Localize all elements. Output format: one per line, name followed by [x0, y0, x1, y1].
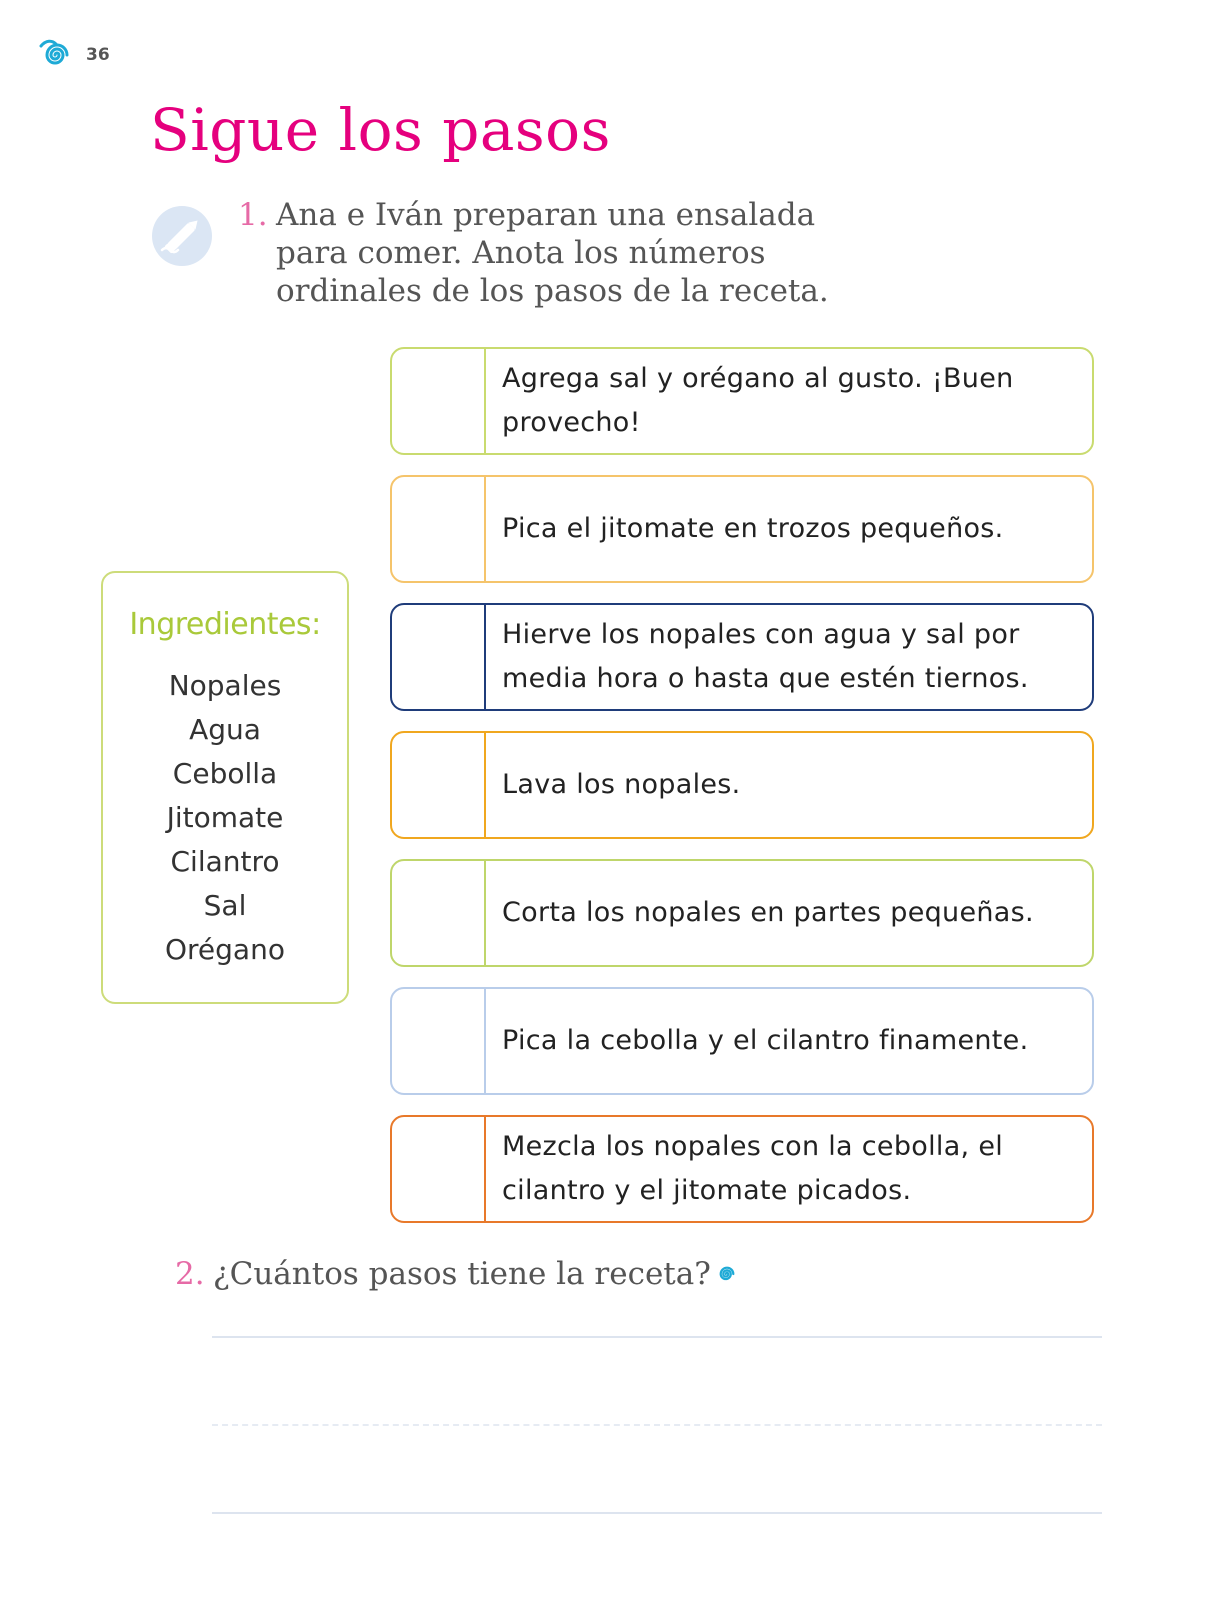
question-1-number: 1. — [238, 197, 268, 233]
ordinal-answer-box[interactable] — [392, 733, 486, 837]
spiral-icon — [715, 1263, 739, 1285]
recipe-step — [390, 1115, 1094, 1223]
ingredient-item: Agua — [189, 713, 261, 746]
spiral-icon — [38, 38, 76, 72]
ordinal-answer-box[interactable] — [392, 989, 486, 1093]
recipe-step — [390, 731, 1094, 839]
ingredient-item: Cebolla — [172, 757, 278, 790]
ordinal-answer-box[interactable] — [392, 861, 486, 965]
recipe-step — [390, 347, 1094, 455]
ingredient-item: Nopales — [168, 669, 282, 702]
answer-line-guide — [212, 1424, 1102, 1426]
ingredients-card — [101, 571, 349, 1004]
step-text: Pica la cebolla y el cilantro finamente. — [502, 1025, 1029, 1056]
ingredients-list — [103, 664, 347, 972]
page-number: 36 — [86, 45, 110, 65]
step-text: Pica el jitomate en trozos pequeños. — [502, 513, 1004, 544]
ingredient-item: Sal — [203, 889, 247, 922]
ordinal-answer-box[interactable] — [392, 477, 486, 581]
question-2 — [175, 1256, 739, 1292]
ordinal-answer-box[interactable] — [392, 605, 486, 709]
recipe-step — [390, 475, 1094, 583]
answer-line[interactable] — [212, 1512, 1102, 1514]
ordinal-answer-box[interactable] — [392, 349, 486, 453]
recipe-steps — [390, 347, 1094, 1243]
step-text: Corta los nopales en partes pequeñas. — [502, 897, 1034, 928]
page-title: Sigue los pasos — [150, 96, 611, 164]
recipe-step — [390, 603, 1094, 711]
ordinal-answer-box[interactable] — [392, 1117, 486, 1221]
ingredient-item: Jitomate — [166, 801, 284, 834]
question-1 — [238, 196, 878, 310]
question-2-number: 2. — [175, 1256, 205, 1292]
step-text: Mezcla los nopales con la cebolla, el cilantro y el jitomate picados. — [502, 1131, 1004, 1206]
recipe-step — [390, 859, 1094, 967]
step-text: Lava los nopales. — [502, 769, 741, 800]
answer-line[interactable] — [212, 1336, 1102, 1338]
pencil-icon — [150, 204, 214, 268]
recipe-step — [390, 987, 1094, 1095]
ingredients-title: Ingredientes: — [129, 607, 321, 642]
question-2-text: ¿Cuántos pasos tiene la receta? — [213, 1256, 711, 1292]
step-text: Hierve los nopales con agua y sal por media hora o hasta que estén tiernos. — [502, 619, 1029, 694]
step-text: Agrega sal y orégano al gusto. ¡Buen provecho! — [502, 363, 1014, 438]
ingredient-item: Cilantro — [170, 845, 280, 878]
page-header — [38, 38, 110, 72]
question-1-text: Ana e Iván preparan una ensalada para comer. Anota los números ordinales de los pasos de la receta. — [276, 197, 829, 309]
ingredient-item: Orégano — [165, 933, 285, 966]
